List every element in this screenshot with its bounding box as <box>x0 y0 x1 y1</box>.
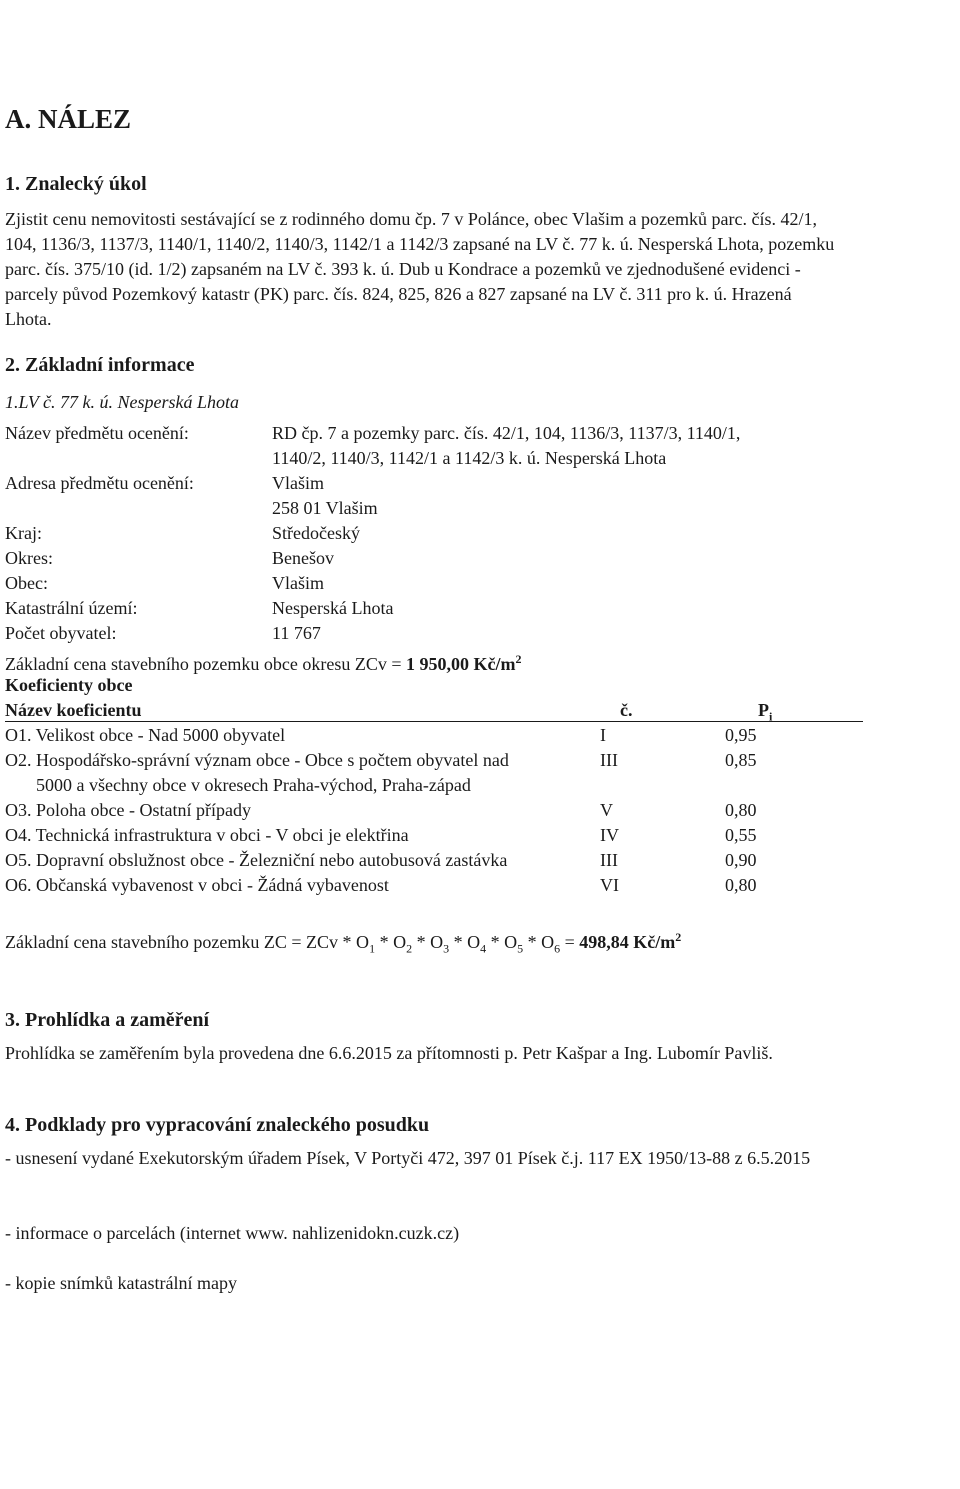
coef-row-o3-class: V <box>600 800 613 820</box>
field-value-district: Benešov <box>272 548 334 568</box>
field-value-municipality: Vlašim <box>272 573 324 593</box>
source-item-1: - usnesení vydané Exekutorským úřadem Písek, V Portyči 472, 397 01 Písek č.j. 117 EX 1950/13-88 z 6.5.2015 <box>5 1148 811 1168</box>
coef-row-o3-value: 0,80 <box>725 800 757 820</box>
coef-row-o4-name: O4. Technická infrastruktura v obci - V obci je elektřina <box>5 825 409 845</box>
field-label-subject: Název předmětu ocenění: <box>5 423 189 443</box>
section-1-text: Zjistit cenu nemovitosti sestávající se z rodinného domu čp. 7 v Polánce, obec Vlašim a pozemků parc. čís. 42/1, 104, 1136/3, 1137/3, 1140/1, 1140/2, 1140/3, 1142/1 a 1142/3 zapsané na LV č. 77 k. ú. Nesperská Lhota, pozemku parc. čís. 375/10 (id. 1/2) zapsaném na LV č. 393 k. ú. Dub u Kondrace a pozemků ve zjednodušené evidenci - parcely původ Pozemkový katastr (PK) parc. čís. 824, 825, 826 a 827 zapsané na LV č. 311 pro k. ú. Hrazená Lhota. <box>5 209 835 329</box>
source-item-2: - informace o parcelách (internet www. nahlizenidokn.cuzk.cz) <box>5 1223 460 1243</box>
coef-row-o5-name: O5. Dopravní obslužnost obce - Železniční nebo autobusová zastávka <box>5 850 508 870</box>
field-value-population: 11 767 <box>272 623 321 643</box>
section-1-title: 1. Znalecký úkol <box>5 173 147 195</box>
table-header-rule <box>5 721 863 722</box>
coef-row-o3-name: O3. Poloha obce - Ostatní případy <box>5 800 251 820</box>
field-label-cadastral-area: Katastrální území: <box>5 598 138 618</box>
field-label-district: Okres: <box>5 548 53 568</box>
coef-row-o2-name-cont: 5000 a všechny obce v okresech Praha-východ, Praha-západ <box>36 775 471 795</box>
section-2-title: 2. Základní informace <box>5 354 195 376</box>
coef-row-o5-class: III <box>600 850 618 870</box>
coef-row-o2-class: III <box>600 750 618 770</box>
coef-row-o6-name: O6. Občanská vybavenost v obci - Žádná vybavenost <box>5 875 389 895</box>
section-3-title: 3. Prohlídka a zaměření <box>5 1009 210 1031</box>
coef-header-value: $P_i$ <box>758 700 773 724</box>
coef-row-o4-value: 0,55 <box>725 825 757 845</box>
coef-row-o1-value: 0,95 <box>725 725 757 745</box>
coef-row-o4-class: IV <box>600 825 619 845</box>
coef-row-o2-value: 0,85 <box>725 750 757 770</box>
coef-row-o1-name: O1. Velikost obce - Nad 5000 obyvatel <box>5 725 286 745</box>
coef-row-o6-class: VI <box>600 875 619 895</box>
field-value-region: Středočeský <box>272 523 360 543</box>
field-value-cadastral-area: Nesperská Lhota <box>272 598 394 618</box>
coef-header-class: č. <box>620 700 633 720</box>
coef-header-name: Název koeficientu <box>5 700 142 720</box>
field-label-population: Počet obyvatel: <box>5 623 117 643</box>
section-4-title: 4. Podklady pro vypracování znaleckého posudku <box>5 1114 430 1136</box>
document-heading: A. NÁLEZ <box>5 104 132 134</box>
base-price-value: 1 950,00 $Kč/m^2$ <box>406 652 522 674</box>
coef-row-o5-value: 0,90 <box>725 850 757 870</box>
section-2-subtitle: 1.LV č. 77 k. ú. Nesperská Lhota <box>5 392 239 412</box>
field-value-subject: RD čp. 7 a pozemky parc. čís. 42/1, 104, 1136/3, 1137/3, 1140/1, <box>272 423 741 443</box>
source-item-3: - kopie snímků katastrální mapy <box>5 1273 237 1293</box>
field-value-address-cont: 258 01 Vlašim <box>272 498 378 518</box>
coef-row-o6-value: 0,80 <box>725 875 757 895</box>
coef-row-o1-class: I <box>600 725 606 745</box>
coefficients-title: Koeficienty obce <box>5 675 133 695</box>
field-value-subject-cont: 1140/2, 1140/3, 1142/1 a 1142/3 k. ú. Nesperská Lhota <box>272 448 667 468</box>
field-label-municipality: Obec: <box>5 573 48 593</box>
base-price-formula: Základní cena stavebního pozemku ZC = ZCv * $O_1 * O_2 * O_3 * O_4 * O_5 * O_6 = 498,84$ $Kč/m^2$ <box>5 930 682 956</box>
base-price-text: Základní cena stavebního pozemku obce okresu ZCv = <box>5 654 402 674</box>
field-value-address: Vlašim <box>272 473 324 493</box>
field-label-address: Adresa předmětu ocenění: <box>5 473 194 493</box>
coef-row-o2-name: O2. Hospodářsko-správní význam obce - Obce s počtem obyvatel nad <box>5 750 509 770</box>
field-label-region: Kraj: <box>5 523 42 543</box>
section-3-text: Prohlídka se zaměřením byla provedena dne 6.6.2015 za přítomnosti p. Petr Kašpar a Ing. Lubomír Pavliš. <box>5 1043 773 1063</box>
base-price-result: 498,84 $Kč/m^2$ <box>579 930 682 952</box>
